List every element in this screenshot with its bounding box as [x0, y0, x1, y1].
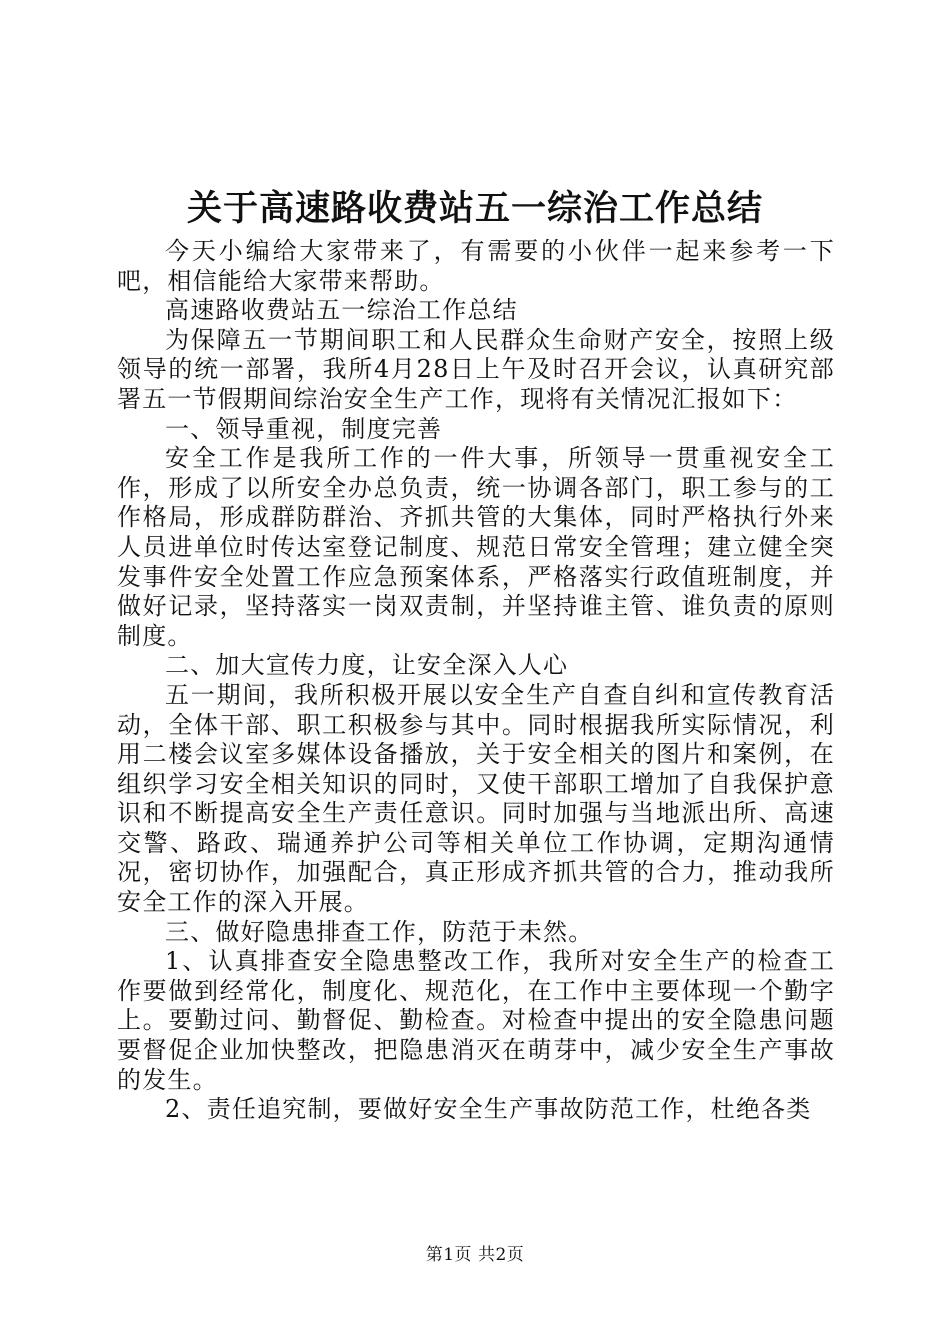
section-heading-2: 二、加大宣传力度，让安全深入人心: [165, 651, 569, 680]
intro-paragraph: 今天小编给大家带来了，有需要的小伙伴一起来参考一下吧，相信能给大家带来帮助。: [117, 237, 835, 295]
section-paragraph-2: 五一期间，我所积极开展以安全生产自查自纠和宣传教育活动，全体干部、职工积极参与其中。同时根据我所实际情况，利用二楼会议室多媒体设备播放，关于安全相关的图片和案例，在组织学习安全相关知识的同时，又使干部职工增加了自我保护意识和不断提高安全生产责任意识。同时加强与当地派出所、高速交警、路政、瑞通养护公司等相关单位工作协调，定期沟通情况，密切协作，加强配合，真正形成齐抓共管的合力，推动我所安全工作的深入开展。: [117, 680, 835, 917]
section-paragraph-3-item-2: 2、责任追究制，要做好安全生产事故防范工作，杜绝各类: [165, 1095, 812, 1124]
document-body: [117, 237, 835, 1125]
document-title: 关于高速路收费站五一综治工作总结: [186, 188, 763, 229]
section-paragraph-1: 安全工作是我所工作的一件大事，所领导一贯重视安全工作，形成了以所安全办总负责，统一协调各部门，职工参与的工作格局，形成群防群治、齐抓共管的大集体，同时严格执行外来人员进单位时传达室登记制度、规范日常安全管理；建立健全突发事件安全处置工作应急预案体系，严格落实行政值班制度，并做好记录，坚持落实一岗双责制，并坚持谁主管、谁负责的原则制度。: [117, 444, 835, 650]
page-footer: 第1页 共2页: [425, 1245, 525, 1265]
opening-paragraph: 为保障五一节期间职工和人民群众生命财产安全，按照上级领导的统一部署，我所4月28日上午及时召开会议，认真研究部署五一节假期间综治安全生产工作，现将有关情况汇报如下：: [117, 325, 835, 413]
section-paragraph-3-item-1: 1、认真排查安全隐患整改工作，我所对安全生产的检查工作要做到经常化，制度化、规范化，在工作中主要体现一个勤字上。要勤过问、勤督促、勤检查。对检查中提出的安全隐患问题要督促企业加快整改，把隐患消灭在萌芽中，减少安全生产事故的发生。: [117, 947, 835, 1094]
subtitle-paragraph: 高速路收费站五一综治工作总结: [165, 296, 518, 325]
section-heading-1: 一、领导重视，制度完善: [165, 414, 443, 443]
section-heading-3: 三、做好隐患排查工作，防范于未然。: [165, 917, 594, 946]
